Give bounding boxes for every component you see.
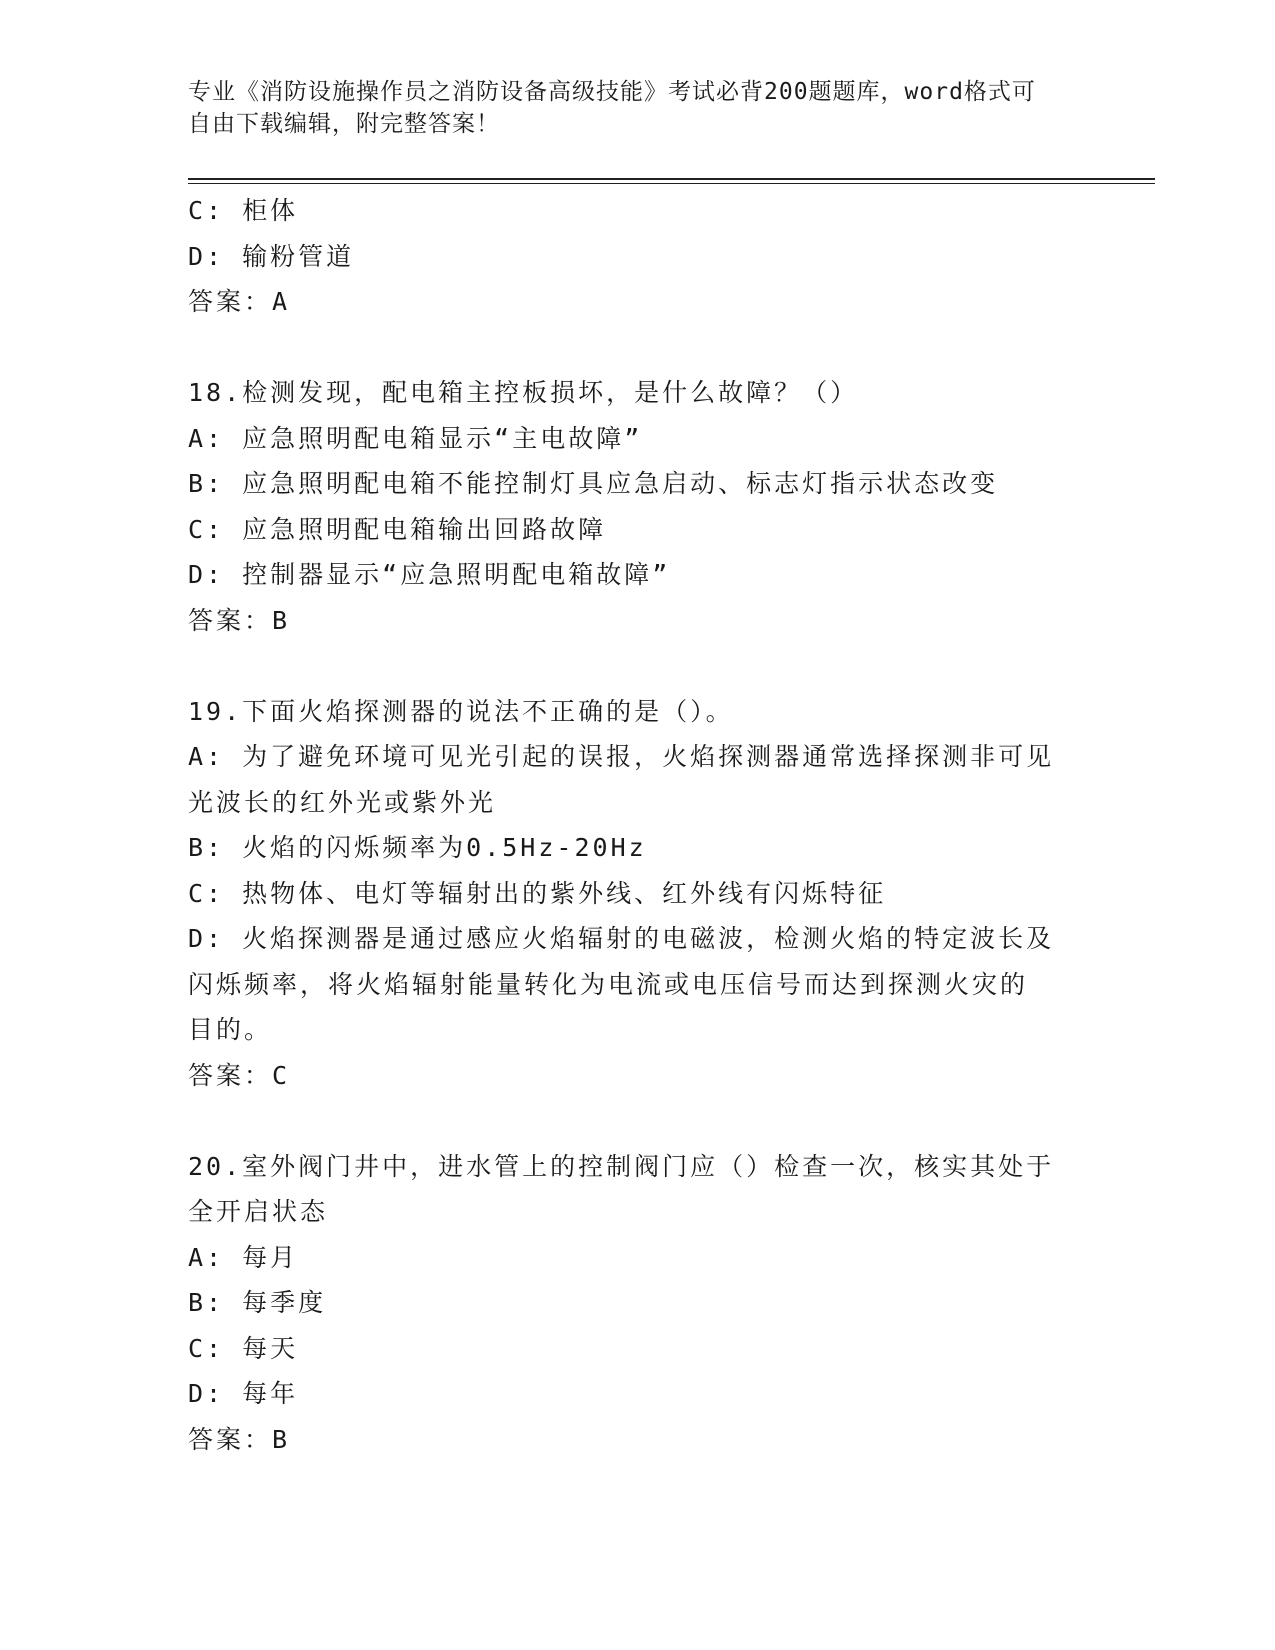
question-20	[188, 1144, 1068, 1463]
option-a-line-1: A: 为了避免环境可见光引起的误报，火焰探测器通常选择探测非可见	[188, 742, 1055, 771]
option-d: D: 每年	[188, 1379, 299, 1408]
option-c: C: 每天	[188, 1333, 299, 1363]
header-line-1: 专业《消防设施操作员之消防设备高级技能》考试必背200题题库，word格式可	[188, 79, 1036, 105]
question-list	[188, 188, 1068, 1462]
question-stem-line-2: 全开启状态	[188, 1197, 329, 1226]
option-c: C: 应急照明配电箱输出回路故障	[188, 514, 607, 544]
spacer	[188, 643, 1068, 689]
option-b: B: 每季度	[188, 1288, 327, 1317]
header-divider-thick	[188, 178, 1155, 180]
answer-line: 答案：B	[188, 1424, 291, 1454]
answer-line: 答案：A	[188, 287, 291, 316]
question-19	[188, 689, 1068, 1099]
answer-line: 答案：B	[188, 605, 291, 635]
option-d-line-2: 闪烁频率，将火焰辐射能量转化为电流或电压信号而达到探测火灾的	[188, 969, 1029, 999]
option-d: D: 控制器显示“应急照明配电箱故障”	[188, 560, 671, 589]
question-stem: 18.检测发现，配电箱主控板损坏，是什么故障？（）	[188, 378, 859, 407]
option-a	[188, 734, 1068, 825]
question-stem-line-1: 20.室外阀门井中，进水管上的控制阀门应（）检查一次，核实其处于	[188, 1151, 1055, 1181]
option-a: A: 应急照明配电箱显示“主电故障”	[188, 423, 643, 453]
option-c: C: 柜体	[188, 196, 299, 225]
document-header	[188, 76, 1068, 140]
option-d-line-3: 目的。	[188, 1015, 273, 1044]
option-a-line-2: 光波长的红外光或紫外光	[188, 787, 497, 817]
spacer	[188, 1098, 1068, 1144]
option-d: D: 输粉管道	[188, 241, 355, 271]
question-stem	[188, 1144, 1068, 1235]
header-divider-thin	[188, 183, 1155, 184]
carryover-block	[188, 188, 1068, 325]
question-18	[188, 370, 1068, 643]
option-d	[188, 916, 1068, 1053]
question-stem: 19.下面火焰探测器的说法不正确的是（）。	[188, 696, 734, 726]
option-a: A: 每月	[188, 1242, 299, 1272]
option-d-line-1: D: 火焰探测器是通过感应火焰辐射的电磁波，检测火焰的特定波长及	[188, 924, 1055, 953]
spacer	[188, 325, 1068, 371]
option-c: C: 热物体、电灯等辐射出的紫外线、红外线有闪烁特征	[188, 878, 887, 908]
header-line-2: 自由下载编辑，附完整答案！	[188, 111, 500, 137]
option-b: B: 应急照明配电箱不能控制灯具应急启动、标志灯指示状态改变	[188, 469, 999, 498]
option-b: B: 火焰的闪烁频率为0.5Hz-20Hz	[188, 833, 647, 862]
answer-line: 答案：C	[188, 1060, 291, 1090]
